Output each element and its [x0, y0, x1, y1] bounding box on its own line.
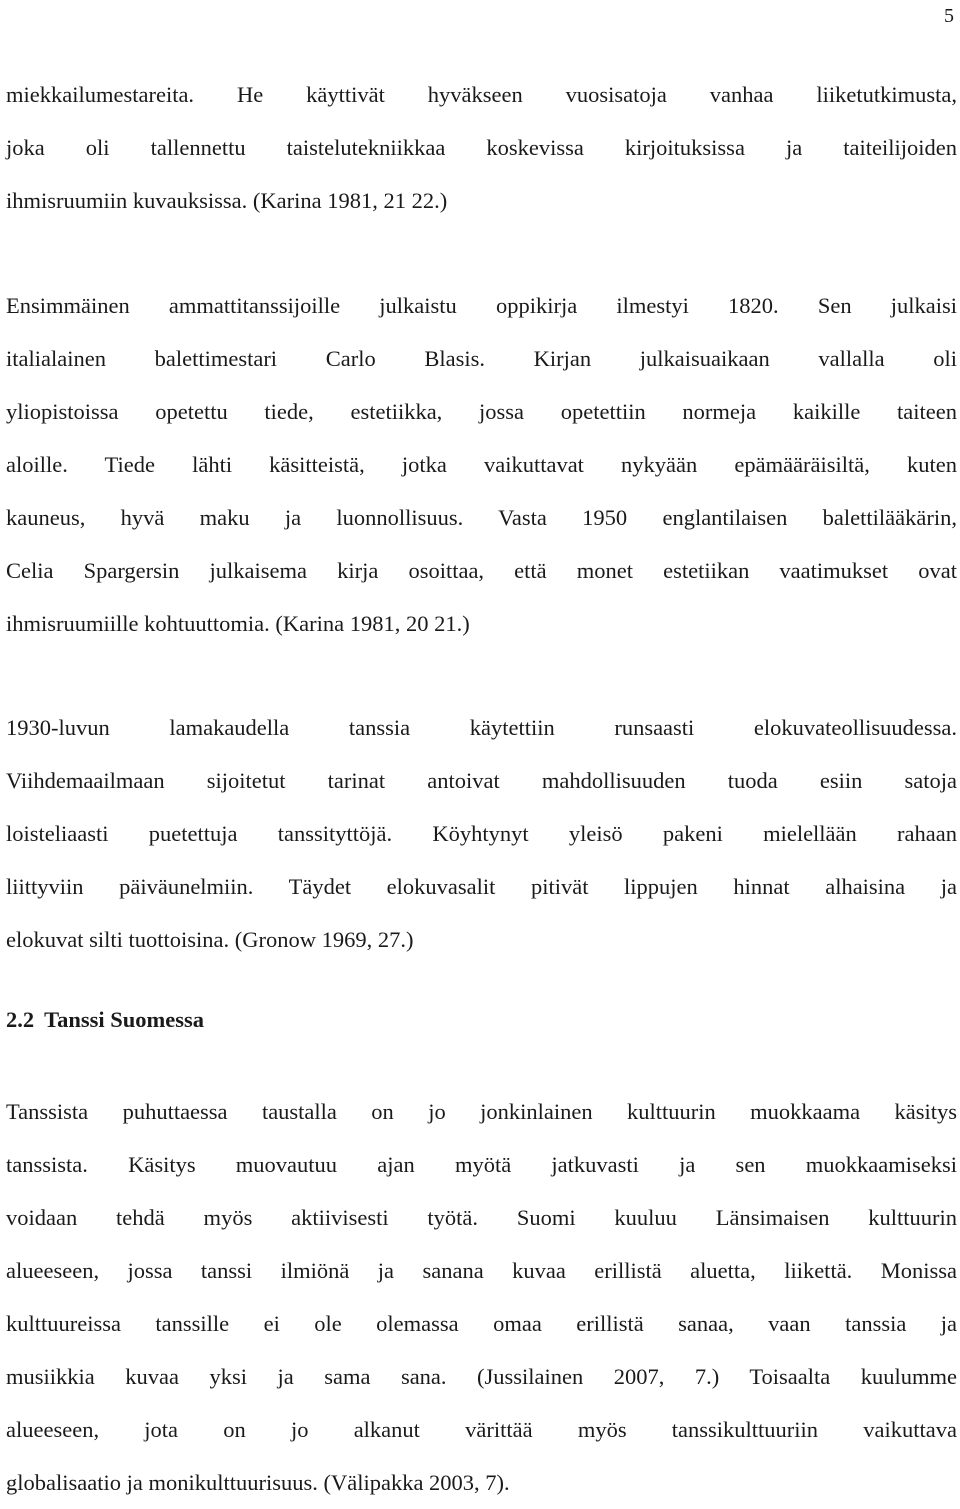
section-title: Tanssi Suomessa: [44, 1007, 204, 1032]
text-line: aloille. Tiede lähti käsitteistä, jotka vaikuttavat nykyään epämääräisiltä, kuten: [6, 452, 957, 477]
text-line: Viihdemaailmaan sijoitetut tarinat antoivat mahdollisuuden tuoda esiin satoja: [6, 768, 957, 793]
text-line: voidaan tehdä myös aktiivisesti työtä. Suomi kuuluu Länsimaisen kulttuurin: [6, 1205, 957, 1230]
text-line: ihmisruumiille kohtuuttomia. (Karina 1981, 20 21.): [6, 611, 470, 636]
text-line: italialainen balettimestari Carlo Blasis. Kirjan julkaisuaikaan vallalla oli: [6, 346, 957, 371]
text-line: 1930-luvun lamakaudella tanssia käytettiin runsaasti elokuvateollisuudessa.: [6, 715, 957, 740]
text-line: alueeseen, jossa tanssi ilmiönä ja sanana kuvaa erillistä aluetta, liikettä. Monissa: [6, 1258, 957, 1283]
paragraph-3: [6, 701, 957, 966]
text-line: miekkailumestareita. He käyttivät hyväkseen vuosisatoja vanhaa liiketutkimusta,: [6, 82, 957, 107]
text-line: Tanssista puhuttaessa taustalla on jo jonkinlainen kulttuurin muokkaama käsitys: [6, 1099, 957, 1124]
text-line: joka oli tallennettu taistelutekniikkaa koskevissa kirjoituksissa ja taiteilijoiden: [6, 135, 957, 160]
text-line: tanssista. Käsitys muovautuu ajan myötä jatkuvasti ja sen muokkaamiseksi: [6, 1152, 957, 1177]
paragraph-4: [6, 1085, 957, 1509]
text-line: kulttuureissa tanssille ei ole olemassa omaa erillistä sanaa, vaan tanssia ja: [6, 1311, 957, 1336]
text-line: Ensimmäinen ammattitanssijoille julkaistu oppikirja ilmestyi 1820. Sen julkaisi: [6, 293, 957, 318]
text-line: elokuvat silti tuottoisina. (Gronow 1969, 27.): [6, 927, 414, 952]
text-line: ihmisruumiin kuvauksissa. (Karina 1981, 21 22.): [6, 188, 448, 213]
text-line: Celia Spargersin julkaisema kirja osoittaa, että monet estetiikan vaatimukset ovat: [6, 558, 957, 583]
paragraph-2: [6, 279, 957, 650]
text-line: yliopistoissa opetettu tiede, estetiikka, jossa opetettiin normeja kaikille taiteen: [6, 399, 957, 424]
text-line: musiikkia kuvaa yksi ja sama sana. (Jussilainen 2007, 7.) Toisaalta kuulumme: [6, 1364, 957, 1389]
paragraph-1: [6, 68, 957, 227]
text-line: globalisaatio ja monikulttuurisuus. (Välipakka 2003, 7).: [6, 1470, 510, 1495]
section-number: 2.2: [6, 1007, 35, 1032]
text-line: alueeseen, jota on jo alkanut värittää myös tanssikulttuuriin vaikuttava: [6, 1417, 957, 1442]
text-line: kauneus, hyvä maku ja luonnollisuus. Vasta 1950 englantilaisen balettilääkärin,: [6, 505, 957, 530]
text-line: loisteliaasti puetettuja tanssityttöjä. Köyhtynyt yleisö pakeni mielellään rahaan: [6, 821, 957, 846]
text-line: liittyviin päiväunelmiin. Täydet elokuvasalit pitivät lippujen hinnat alhaisina ja: [6, 874, 957, 899]
section-heading: [6, 993, 204, 1046]
page-number: 5: [944, 5, 954, 27]
